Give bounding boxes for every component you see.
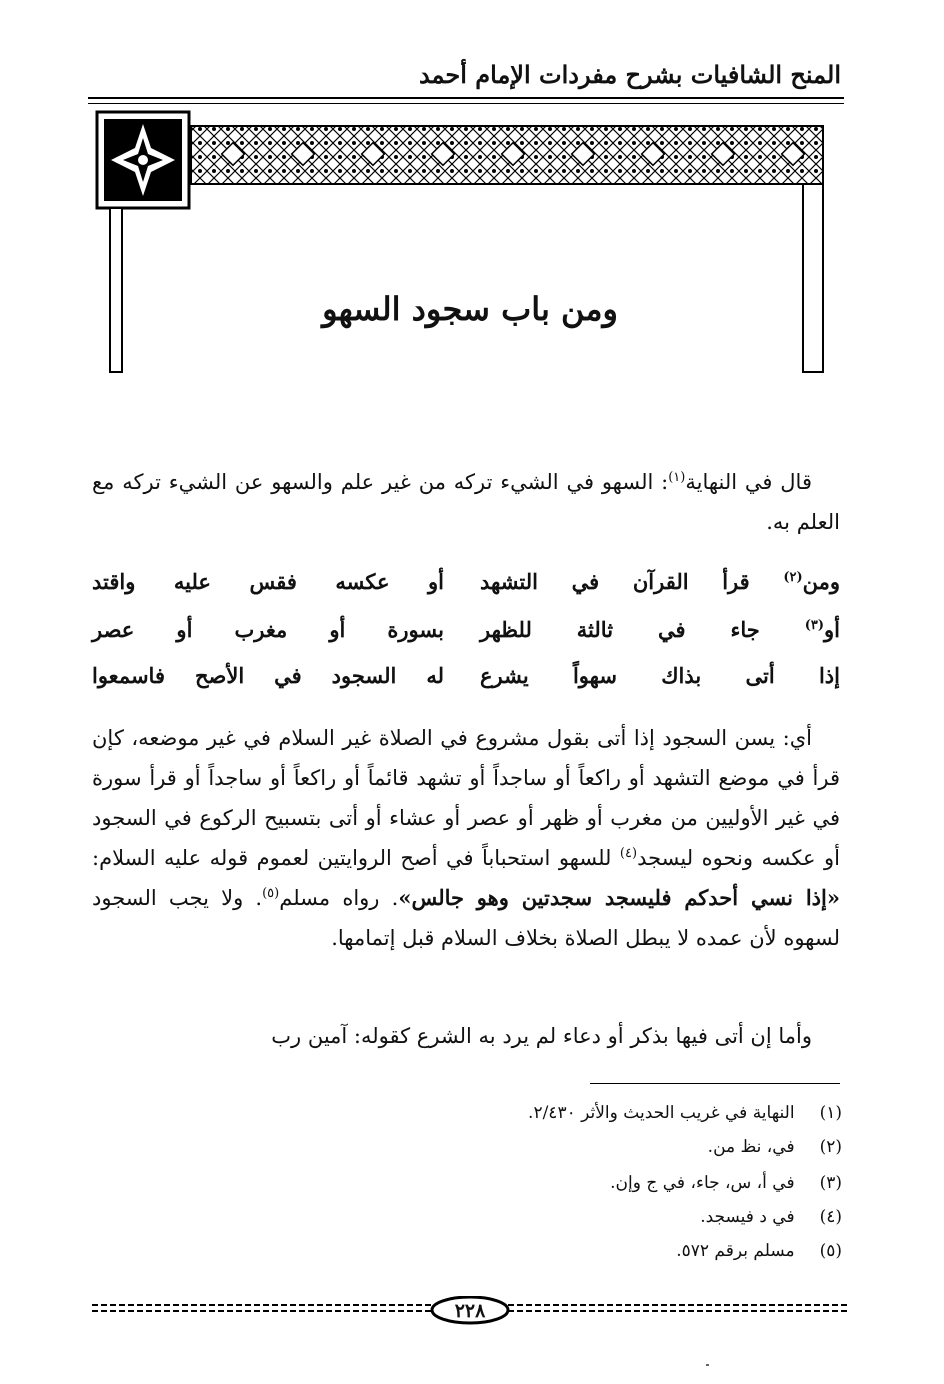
header-rule-thin [88, 103, 844, 104]
verse-second-hemistich: له السجود في الأصح فاسمعوا [92, 663, 444, 688]
explanation-paragraph [92, 718, 840, 958]
verse-text: أو [824, 617, 840, 642]
footnote-number: (٣) [819, 1173, 842, 1193]
continuation-paragraph: وأما إن أتى فيها بذكر أو دعاء لم يرد به الشرع كقوله: آمين رب [271, 1024, 812, 1048]
intro-text-before: قال في النهاية [685, 470, 812, 494]
explanation-text: . رواه مسلم [279, 886, 399, 910]
footnote-text: في أ، س، جاء، في ج وإن. [610, 1173, 795, 1193]
scan-speck [706, 1364, 709, 1366]
verse-first-hemistich [480, 560, 840, 604]
footnote [242, 1132, 842, 1162]
verse-text: إذا أتى بذاك سهواً يشرع [480, 663, 840, 688]
hadith-quote: «إذا نسي أحدكم فليسجد سجدتين وهو جالس» [398, 885, 840, 910]
footnote-ref-5: (٥) [262, 886, 280, 901]
chapter-ornament-frame [95, 108, 830, 376]
verse-first-hemistich [480, 608, 840, 652]
footnote-text: في د فيسجد. [700, 1207, 795, 1227]
footnote-ref-4: (٤) [619, 846, 638, 861]
verse-first-hemistich [480, 654, 840, 698]
header-rule [88, 97, 844, 99]
verse-second-hemistich: أو عكسه فقس عليه واقتد [92, 569, 444, 594]
page-number: ٢٢٨ [454, 1300, 486, 1322]
footnote-text: في، نظ من. [707, 1137, 795, 1157]
explanation-text: . ولا يجب السجود لسهوه لأن عمده لا يبطل الصلاة بخلاف السلام قبل إتمامها. [92, 886, 840, 950]
intro-paragraph [92, 462, 840, 542]
verse-text: جاء في ثالثة للظهر [480, 617, 805, 642]
footnote-number: (١) [819, 1103, 842, 1123]
footnote [242, 1202, 842, 1232]
footnote-number: (٢) [819, 1137, 842, 1157]
verse-text: ومن [802, 569, 840, 594]
footnote-text: النهاية في غريب الحديث والأثر ٢/٤٣٠. [528, 1103, 795, 1123]
intro-text-after: : السهو في الشيء تركه من غير علم والسهو عن الشيء تركه مع العلم به. [92, 470, 840, 534]
footnote [242, 1098, 842, 1128]
explanation-text: للسهو استحباباً في أصح الروايتين لعموم قوله عليه السلام: [92, 846, 620, 870]
footnote-number: (٥) [819, 1241, 842, 1261]
footnote [242, 1236, 842, 1266]
explanation-text: أي: يسن السجود إذا أتى بقول مشروع في الصلاة غير السلام في غير موضعه، كإن قرأ في موضع التشهد أو راكعاً أو ساجداً أو تشهد قائماً أو راكعاً أو ساجداً أو قرأ سورة في غير الأوليين من مغرب أو ظهر أو عصر أو عشاء أو أتى بتسبيح الركوع في السجود أو عكسه ونحوه ليسجد [92, 726, 841, 870]
verse-second-hemistich: بسورة أو مغرب أو عصر [92, 617, 444, 642]
footnote [242, 1168, 842, 1198]
verse-line [92, 654, 840, 698]
footnote-ref-1: (١) [668, 470, 686, 485]
footnote-number: (٤) [819, 1207, 842, 1227]
running-header: المنح الشافيات بشرح مفردات الإمام أحمد [418, 60, 841, 89]
footnote-ref-2: (٢) [783, 570, 803, 585]
verse-line [92, 560, 840, 604]
verse-text: قرأ القرآن في التشهد [480, 569, 784, 594]
chapter-title: ومن باب سجود السهو [322, 290, 618, 328]
footnote-separator [590, 1083, 840, 1084]
verse-line [92, 608, 840, 652]
footnote-ref-3: (٣) [804, 618, 825, 633]
footnote-text: مسلم برقم ٥٧٢. [676, 1241, 795, 1261]
